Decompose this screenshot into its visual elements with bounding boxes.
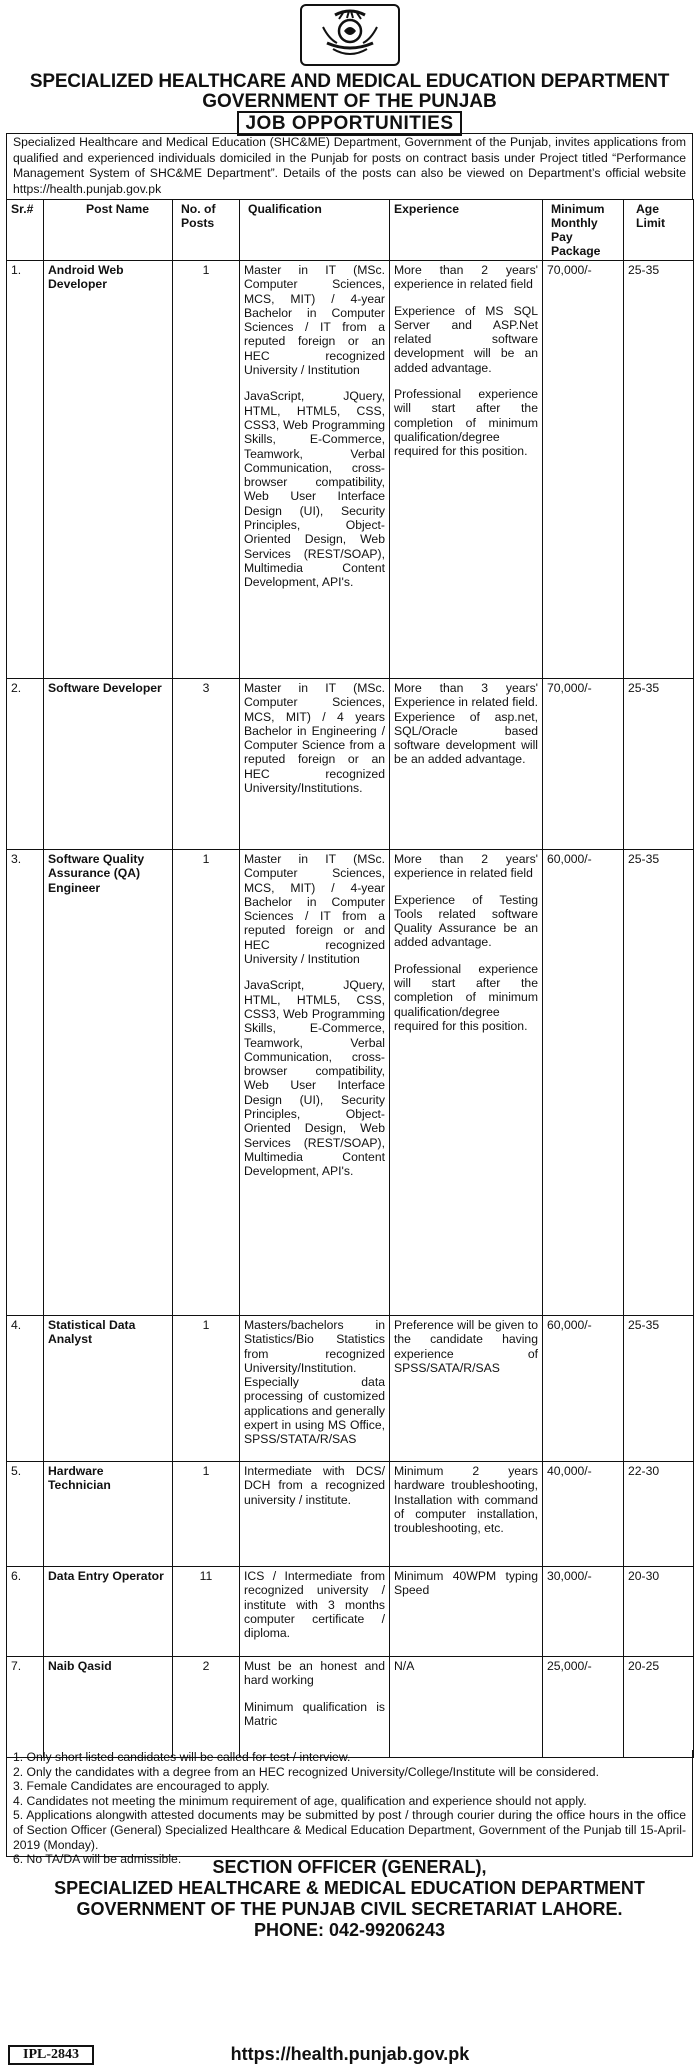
punjab-emblem-icon	[300, 4, 400, 66]
row-sr: 6.	[7, 1567, 44, 1657]
row-sr: 2.	[7, 679, 44, 850]
row-sr: 4.	[7, 1316, 44, 1462]
table-row	[7, 1567, 694, 1657]
row-experience	[390, 1567, 543, 1657]
notes-section	[6, 1750, 693, 1867]
row-pay: 60,000/-	[543, 1316, 624, 1462]
footer-address: GOVERNMENT OF THE PUNJAB CIVIL SECRETARIAT LAHORE.	[76, 1899, 623, 1919]
row-experience	[390, 1657, 543, 1758]
row-pay: 30,000/-	[543, 1567, 624, 1657]
row-post-name: Android Web Developer	[44, 261, 173, 679]
row-qualification	[240, 261, 390, 679]
experience-text: More than 2 years' experience in related field	[394, 263, 538, 292]
row-no-of-posts: 1	[173, 1462, 240, 1567]
job-opportunities-banner: JOB OPPORTUNITIES	[237, 111, 462, 136]
row-experience	[390, 1462, 543, 1567]
footer-phone: PHONE: 042-99206243	[253, 1920, 446, 1940]
row-age-limit: 25-35	[624, 261, 694, 679]
website-link[interactable]: https://health.punjab.gov.pk	[230, 2044, 470, 2064]
row-sr: 5.	[7, 1462, 44, 1567]
qualification-text: Master in IT (MSc. Computer Sciences, MCS, MIT) / 4-year Bachelor in Computer Sciences / IT from a reputed foreign or and HEC recognized University / Institution	[244, 852, 385, 967]
ipl-reference: IPL-2843	[8, 2045, 94, 2065]
row-pay: 70,000/-	[543, 261, 624, 679]
row-qualification	[240, 1316, 390, 1462]
row-pay: 60,000/-	[543, 850, 624, 1316]
table-row	[7, 1462, 694, 1567]
qualification-text: Masters/bachelors in Statistics/Bio Statistics from recognized University/Institution. Especially data processing of customized applications and generally expert in using MS Office, SPSS/STATA/R/SAS	[244, 1318, 385, 1447]
header-age-limit: Age Limit	[624, 200, 694, 261]
experience-text: Preference will be given to the candidate having experience of SPSS/SATA/R/SAS	[394, 1318, 538, 1375]
footer-department: SPECIALIZED HEALTHCARE & MEDICAL EDUCATION DEPARTMENT	[54, 1878, 645, 1898]
experience-note: Professional experience will start after the completion of minimum qualification/degree required for this position.	[394, 961, 538, 1033]
row-experience	[390, 679, 543, 850]
row-no-of-posts: 1	[173, 1316, 240, 1462]
row-no-of-posts: 3	[173, 679, 240, 850]
qualification-skills: JavaScript, JQuery, HTML, HTML5, CSS, CSS3, Web Programming Skills, E-Commerce, Teamwork, Verbal Communication, cross-browser compatibility, Web User Interface Design (UI), Security Principles, Object-Oriented Design, Web Services (REST/SOAP), Multimedia Content Development, API's.	[244, 389, 385, 590]
header-sr: Sr.#	[7, 200, 44, 261]
row-pay: 40,000/-	[543, 1462, 624, 1567]
row-no-of-posts: 1	[173, 261, 240, 679]
department-title: SPECIALIZED HEALTHCARE AND MEDICAL EDUCATION DEPARTMENT	[29, 71, 670, 92]
header-experience: Experience	[390, 200, 543, 261]
experience-text: Minimum 2 years hardware troubleshooting, Installation with command of computer installation, troubleshooting, etc.	[394, 1464, 538, 1536]
header-pay: Minimum Monthly Pay Package	[543, 200, 624, 261]
row-qualification	[240, 1657, 390, 1758]
row-age-limit: 25-35	[624, 850, 694, 1316]
experience-text: More than 3 years' Experience in related field. Experience of asp.net, SQL/Oracle based software development will be an added advantage.	[394, 681, 538, 767]
experience-text: More than 2 years' experience in related field	[394, 852, 538, 881]
table-row	[7, 850, 694, 1316]
experience-note: Professional experience will start after the completion of minimum qualification/degree required for this position.	[394, 387, 538, 459]
footer-contact	[6, 1857, 693, 1941]
row-post-name: Software Quality Assurance (QA) Engineer	[44, 850, 173, 1316]
row-post-name: Naib Qasid	[44, 1657, 173, 1758]
row-age-limit: 20-30	[624, 1567, 694, 1657]
row-post-name: Data Entry Operator	[44, 1567, 173, 1657]
note-item: 1. Only short listed candidates will be called for test / interview.	[13, 1750, 351, 1764]
qualification-text: Master in IT (MSc. Computer Sciences, MCS, MIT) / 4 years Bachelor in Engineering / Computer Science from a reputed foreign or an HEC recognized University/Institutions.	[244, 681, 385, 796]
row-age-limit: 25-35	[624, 1316, 694, 1462]
row-age-limit: 25-35	[624, 679, 694, 850]
note-item: 4. Candidates not meeting the minimum requirement of age, qualification and experience should not apply.	[13, 1793, 587, 1808]
row-sr: 3.	[7, 850, 44, 1316]
intro-paragraph: Specialized Healthcare and Medical Education (SHC&ME) Department, Government of the Punjab, invites applications from qualified and experienced individuals domiciled in the Punjab for posts on contract basis under Project titled “Performance Management System of SHC&ME Department”. Details of the posts can also be viewed on Department’s official website https://health.punjab.gov.pk	[6, 133, 693, 199]
table-row	[7, 679, 694, 850]
header-qualification: Qualification	[240, 200, 390, 261]
experience-advantage: Experience of MS SQL Server and ASP.Net related software development will be an added advantage.	[394, 303, 538, 375]
note-item: 6. No TA/DA will be admissible.	[13, 1852, 182, 1867]
header-no-of-posts: No. of Posts	[173, 200, 240, 261]
row-no-of-posts: 2	[173, 1657, 240, 1758]
qualification-text: Must be an honest and hard working	[244, 1659, 385, 1688]
row-post-name: Hardware Technician	[44, 1462, 173, 1567]
table-row	[7, 1316, 694, 1462]
qualification-minimum: Minimum qualification is Matric	[244, 1699, 385, 1728]
government-title: GOVERNMENT OF THE PUNJAB	[202, 91, 497, 112]
experience-text: Minimum 40WPM typing Speed	[394, 1569, 538, 1598]
row-no-of-posts: 11	[173, 1567, 240, 1657]
qualification-text: Intermediate with DCS/ DCH from a recognized university / institute.	[244, 1464, 385, 1507]
row-no-of-posts: 1	[173, 850, 240, 1316]
table-row	[7, 1657, 694, 1758]
row-experience	[390, 850, 543, 1316]
row-post-name: Software Developer	[44, 679, 173, 850]
note-item: 5. Applications alongwith attested documents may be submitted by post / through courier during the office hours in the office of Section Officer (General) Specialized Healthcare & Medical Education Department, Government of the Punjab till 15-April-2019 (Monday).	[13, 1808, 686, 1852]
qualification-skills: JavaScript, JQuery, HTML, HTML5, CSS, CSS3, Web Programming Skills, E-Commerce, Teamwork, Verbal Communication, cross-browser compatibility, Web User Interface Design (UI), Security Principles, Object-Oriented Design, Web Services (REST/SOAP), Multimedia Content Development, API's.	[244, 978, 385, 1179]
row-qualification	[240, 679, 390, 850]
table-header-row	[7, 200, 694, 261]
row-experience	[390, 1316, 543, 1462]
experience-advantage: Experience of Testing Tools related software Quality Assurance be an added advantage.	[394, 892, 538, 950]
row-experience	[390, 261, 543, 679]
experience-text: N/A	[394, 1659, 415, 1673]
row-qualification	[240, 1567, 390, 1657]
qualification-text: ICS / Intermediate from recognized university / institute with 3 months computer certificate / diploma.	[244, 1569, 385, 1641]
header-post-name: Post Name	[44, 200, 173, 261]
row-pay: 25,000/-	[543, 1657, 624, 1758]
note-item: 2. Only the candidates with a degree from an HEC recognized University/College/Institute will be considered.	[13, 1764, 599, 1779]
jobs-table	[6, 199, 694, 1758]
row-age-limit: 22-30	[624, 1462, 694, 1567]
row-post-name: Statistical Data Analyst	[44, 1316, 173, 1462]
row-sr: 7.	[7, 1657, 44, 1758]
table-row	[7, 261, 694, 679]
row-qualification	[240, 1462, 390, 1567]
row-age-limit: 20-25	[624, 1657, 694, 1758]
note-item: 3. Female Candidates are encouraged to apply.	[13, 1779, 270, 1794]
row-pay: 70,000/-	[543, 679, 624, 850]
footer-officer: SECTION OFFICER (GENERAL),	[212, 1857, 487, 1877]
qualification-text: Master in IT (MSc. Computer Sciences, MCS, MIT) / 4-year Bachelor in Computer Sciences / IT from a reputed foreign or an HEC recognized University / Institution	[244, 263, 385, 378]
row-qualification	[240, 850, 390, 1316]
row-sr: 1.	[7, 261, 44, 679]
